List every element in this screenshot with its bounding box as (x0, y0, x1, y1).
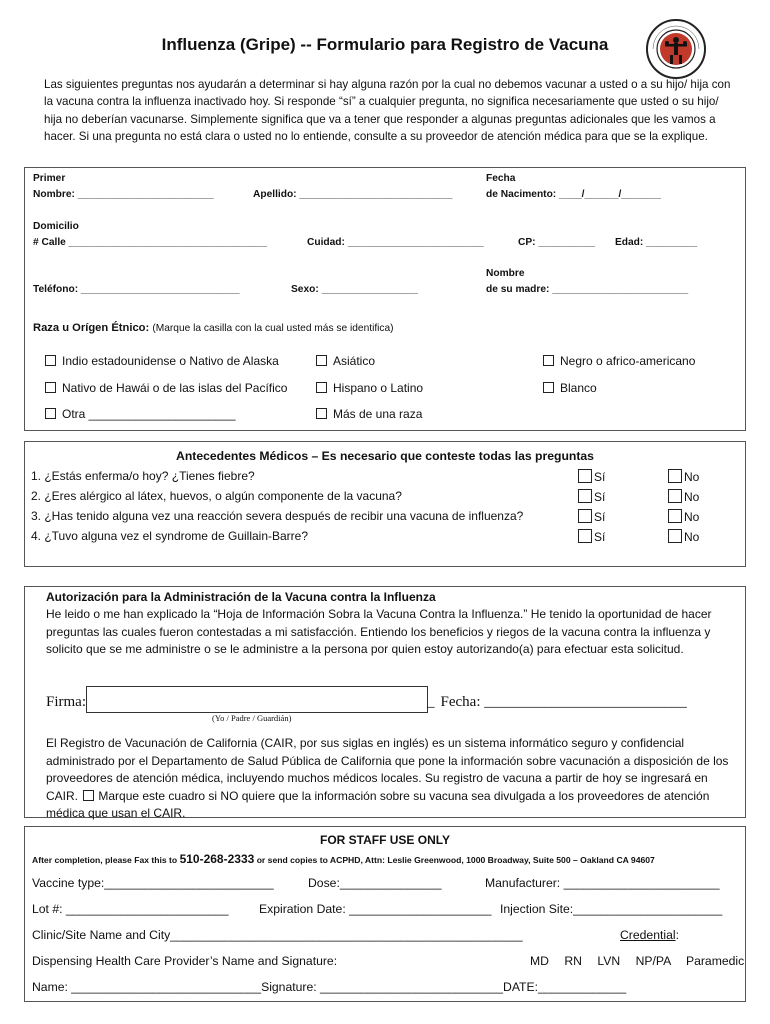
checkbox[interactable] (543, 355, 554, 366)
answer-yes-2[interactable]: Sí (578, 489, 605, 504)
checkbox[interactable] (668, 469, 682, 483)
checkbox[interactable] (578, 469, 592, 483)
credential-label: Credential: (620, 928, 679, 942)
primer-label: Primer (33, 173, 66, 184)
expiration-field[interactable]: Expiration Date: _____________________ (259, 902, 492, 916)
answer-no-4[interactable]: No (668, 529, 699, 544)
checkbox[interactable] (668, 489, 682, 503)
staff-heading: FOR STAFF USE ONLY (319, 833, 450, 847)
first-name-field[interactable]: Nombre: ________________________ (33, 189, 214, 200)
answer-no-2[interactable]: No (668, 489, 699, 504)
injection-site-field[interactable]: Injection Site:______________________ (500, 902, 723, 916)
option-pacific-islander[interactable]: Nativo de Hawái o de las islas del Pacífico (45, 381, 287, 395)
form-title: Influenza (Gripe) -- Formulario para Registro de Vacuna (161, 35, 609, 54)
credential-lvn[interactable]: LVN (597, 954, 621, 968)
auth-date-field[interactable]: _ Fecha: ___________________________ (427, 694, 687, 710)
checkbox[interactable] (45, 382, 56, 393)
option-multiracial[interactable]: Más de una raza (316, 407, 422, 421)
dose-field[interactable]: Dose:_______________ (308, 876, 442, 890)
ethnicity-label: Raza u Orígen Étnico: (33, 322, 150, 334)
vaccine-type-field[interactable]: Vaccine type:_________________________ (32, 876, 274, 890)
signature-field[interactable] (86, 686, 428, 713)
phone-field[interactable]: Teléfono: ____________________________ (33, 284, 240, 295)
question-1: 1. ¿Estás enferma/o hoy? ¿Tienes fiebre? (31, 469, 255, 483)
answer-no-3[interactable]: No (668, 509, 699, 524)
provider-name-signature-date-field[interactable]: Name: ____________________________Signature: ___________________________DATE:_____________ (32, 980, 627, 994)
checkbox[interactable] (578, 489, 592, 503)
zip-field[interactable]: CP: __________ (518, 237, 596, 248)
ethnicity-heading (33, 322, 394, 334)
option-hispanic[interactable]: Hispano o Latino (316, 381, 423, 395)
last-name-field[interactable]: Apellido: ___________________________ (253, 189, 453, 200)
checkbox[interactable] (316, 408, 327, 419)
nombre-label: Nombre (486, 268, 525, 279)
checkbox[interactable] (668, 509, 682, 523)
answer-yes-3[interactable]: Sí (578, 509, 605, 524)
answer-no-1[interactable]: No (668, 469, 699, 484)
checkbox[interactable] (668, 529, 682, 543)
checkbox[interactable] (578, 509, 592, 523)
clinic-field[interactable]: Clinic/Site Name and City____________________________________________________ (32, 928, 523, 942)
authorization-heading: Autorización para la Administración de la Vacuna contra la Influenza (46, 590, 436, 604)
checkbox[interactable] (316, 355, 327, 366)
option-white[interactable]: Blanco (543, 381, 597, 395)
answer-yes-4[interactable]: Sí (578, 529, 605, 544)
credential-paramedic[interactable]: Paramedic (685, 954, 745, 968)
checkbox[interactable] (316, 382, 327, 393)
firma-label: Firma: (46, 694, 86, 710)
option-other[interactable]: Otra ______________________ (45, 407, 236, 421)
question-2: 2. ¿Eres alérgico al látex, huevos, o algún componente de la vacuna? (31, 489, 402, 503)
street-field[interactable]: # Calle ___________________________________ (33, 237, 267, 248)
cair-optout-checkbox[interactable] (83, 790, 94, 801)
ethnicity-note: (Marque la casilla con la cual usted más se identifica) (152, 323, 394, 334)
credential-rn[interactable]: RN (564, 954, 582, 968)
checkbox[interactable] (543, 382, 554, 393)
intro-paragraph: Las siguientes preguntas nos ayudarán a determinar si hay alguna razón por la cual no debemos vacunar a usted o a su hijo/ hija con la vacuna contra la influenza inactivado hoy. Si responde “sí” a cualquier pregunta, no significa necesariamente que usted o su hijo/ hija no deberían vacunarse. Simplemente significa que va a tener que responder a algunas preguntas adicionales que les vamos a hacer. Si una pregunta no está clara o usted no lo entiende, consulte a su proveedor de atención médica para que se la explique. (44, 78, 731, 144)
cair-paragraph: El Registro de Vacunación de California (CAIR, por sus siglas en inglés) es un sistema informático seguro y confidencial administrado por el Departamento de Salud Pública de California que pone la información sobre vacunación a disposición de los proveedores de atención médica, incluyendo muchos médicos locales. Su registro de vacuna a partir de hoy se ingresará en CAIR. Marque este cuadro si NO quiere que la información sobre su vacuna sea divulgada a los proveedores de atención médica que usan el CAIR. (46, 736, 729, 821)
mother-name-field[interactable]: de su madre: ________________________ (486, 284, 689, 295)
checkbox[interactable] (45, 355, 56, 366)
sex-field[interactable]: Sexo: _________________ (291, 284, 418, 295)
credential-md[interactable]: MD (530, 954, 549, 968)
medical-history-section (24, 441, 746, 567)
city-field[interactable]: Cuidad: ________________________ (307, 237, 484, 248)
authorization-body: He leido o me han explicado la “Hoja de Información Sobra la Vacuna Contra la Influenza.” He tenido la oportunidad de hacer preguntas las cuales fueron contestadas a mi satisfacción. Entiendo los beneficios y riegos de la vacuna contra la influenza y solicito que se me administre o se le administre a la persona por quien estoy autorizando(a) para efectuar esta solicitud. (46, 607, 712, 657)
medical-heading: Antecedentes Médicos – Es necesario que conteste todas las preguntas (176, 449, 594, 463)
patient-info-section (24, 167, 746, 431)
option-asian[interactable]: Asiático (316, 354, 375, 368)
answer-yes-1[interactable]: Sí (578, 469, 605, 484)
fax-number: 510-268-2333 (179, 852, 255, 866)
fecha-label: Fecha (486, 173, 516, 184)
credential-np-pa[interactable]: NP/PA (635, 954, 671, 968)
fax-instructions: After completion, please Fax this to 510-268-2333 or send copies to ACPHD, Attn: Leslie Greenwood, 1000 Broadway, Suite 500 – Oakland CA 94607 (32, 852, 655, 866)
age-field[interactable]: Edad: _________ (615, 237, 698, 248)
birth-date-field[interactable]: de Nacimento: ____/______/_______ (486, 189, 662, 200)
dispensing-provider-label: Dispensing Health Care Provider’s Name and Signature: (32, 954, 338, 968)
credential-options (530, 954, 744, 968)
manufacturer-field[interactable]: Manufacturer: _______________________ (485, 876, 720, 890)
checkbox[interactable] (578, 529, 592, 543)
lot-field[interactable]: Lot #: ________________________ (32, 902, 229, 916)
option-native-american[interactable]: Indio estadounidense o Nativo de Alaska (45, 354, 279, 368)
domicilio-label: Domicilio (33, 221, 79, 232)
checkbox[interactable] (45, 408, 56, 419)
alameda-county-logo (645, 18, 707, 80)
signer-role-note: (Yo / Padre / Guardián) (212, 713, 292, 723)
question-4: 4. ¿Tuvo alguna vez el syndrome de Guillain-Barre? (31, 529, 309, 543)
option-black[interactable]: Negro o africo-americano (543, 354, 695, 368)
question-3: 3. ¿Has tenido alguna vez una reacción severa después de recibir una vacuna de influenza? (31, 509, 524, 523)
